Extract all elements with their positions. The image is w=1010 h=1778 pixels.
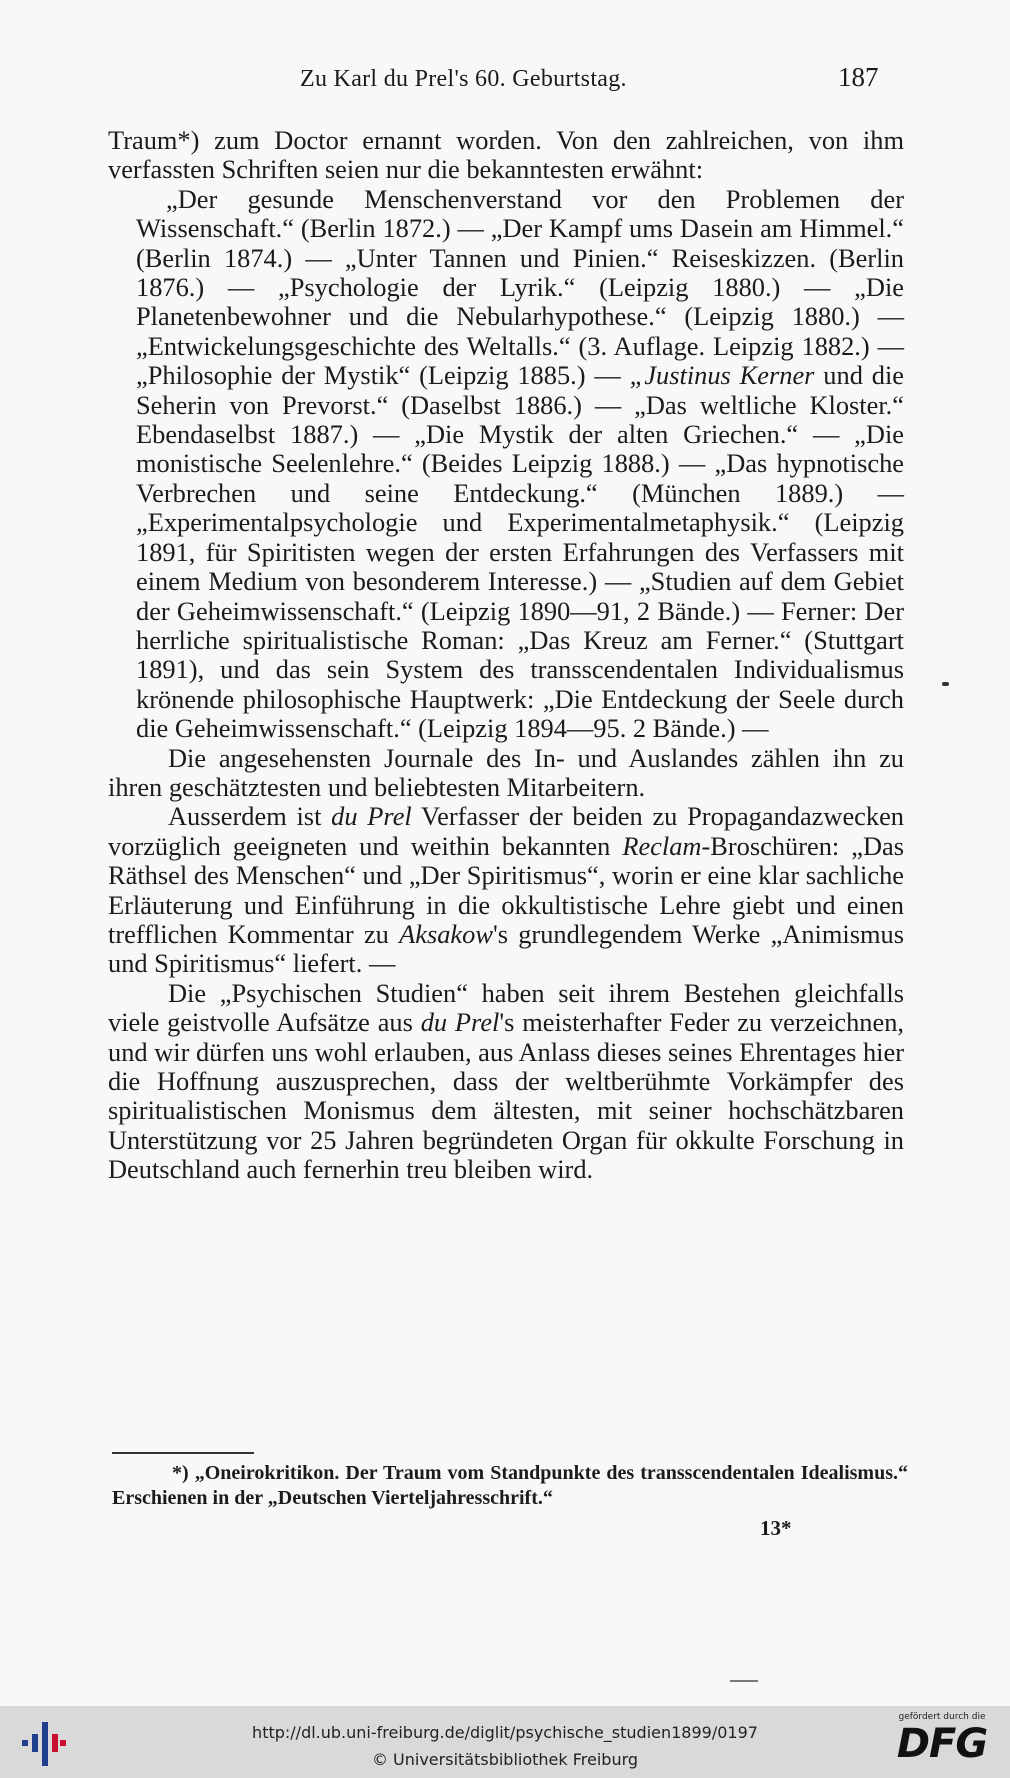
author-name-italic: du Prel: [331, 801, 412, 832]
paragraph-psychische-studien: [108, 979, 904, 1185]
footer-url-link[interactable]: http://dl.ub.uni-freiburg.de/diglit/psychische_studien1899/0197: [252, 1723, 758, 1742]
aksakow-italic: Aksakow: [399, 918, 493, 949]
reclam-text-d: 's grundlegendem Werke „Animismus und Spiritismus“ liefert. —: [108, 918, 905, 979]
reclam-text-a: Ausserdem ist: [168, 801, 332, 832]
reclam-text-c: -Broschüren: „Das Räthsel des Menschen“ und „Der Spiritismus“, worin er eine klar sachliche Erläuterung und Einführung in die okkultistische Lehre giebt und einen trefflichen Kommentar zu: [108, 830, 904, 949]
footer-copyright: © Universitätsbibliothek Freiburg: [371, 1750, 639, 1769]
dfg-logo-block: [886, 1710, 998, 1776]
bibliography-part-2: und die Seherin von Prevorst.“ (Daselbst 1886.) — „Das weltliche Kloster.“ Ebendaselbst 1887.) — „Die Mystik der alten Griechen.“ — „Die monistische Seelenlehre.“ (Beides Leipzig 1888.) — „Das hypnotische Verbrechen und seine Entdeckung.“ (München 1889.) — „Experimentalpsychologie und Experimentalmetaphysik.“ (Leipzig 1891, für Spiritisten wegen der ersten Erfahrungen des Verfassers mit einem Medium von besonderem Interesse.) — „Studien auf dem Gebiet der Geheimwissenschaft.“ (Leipzig 1890—91, 2 Bände.) — Ferner: Der herrliche spiritualistische Roman: „Das Kreuz am Ferner.“ (Stuttgart 1891), und das sein System des transscendentalen Individualismus krönende philosophische Hauptwerk: „Die Entdeckung der Seele durch die Geheimwissenschaft.“ (Leipzig 1894—95. 2 Bände.) —: [136, 360, 904, 744]
dfg-logo-icon: DFG: [896, 1721, 988, 1767]
reclam-text-b: Verfasser der beiden zu Propagandazwecken vorzüglich geeigneten und weithin bekannten: [108, 801, 904, 861]
dfg-caption: gefördert durch die: [898, 1712, 986, 1722]
signature-mark: 13*: [760, 1516, 792, 1540]
stray-ink-mark: [942, 682, 949, 686]
paragraph-intro: Traum*) zum Doctor ernannt worden. Von den zahlreichen, von ihm verfassten Schriften seien nur die bekanntesten erwähnt:: [108, 125, 904, 185]
paragraph-bibliography: [136, 185, 904, 744]
reclam-italic: Reclam: [622, 830, 702, 861]
bibliography-italic-title: „Justinus Kerner: [629, 360, 815, 391]
footer-bar: [0, 1706, 1010, 1778]
studien-text-a: Die „Psychischen Studien“ haben seit ihrem Bestehen gleichfalls viele geistvolle Aufsätze aus: [108, 977, 904, 1038]
bibliography-part-1: „Der gesunde Menschenverstand vor den Problemen der Wissenschaft.“ (Berlin 1872.) — „Der Kampf ums Dasein am Himmel.“ (Berlin 1874.) — „Unter Tannen und Pinien.“ Reiseskizzen. (Berlin 1876.) — „Psychologie der Lyrik.“ (Leipzig 1880.) — „Die Planetenbewohner und die Nebularhypothese.“ (Leipzig 1880.) — „Entwickelungsgeschichte des Weltalls.“ (3. Auflage. Leipzig 1882.) — „Philosophie der Mystik“ (Leipzig 1885.) —: [136, 183, 904, 391]
paragraph-journals: Die angesehensten Journale des In- und Auslandes zählen ihn zu ihren geschätztesten und beliebtesten Mitarbeitern.: [108, 742, 904, 802]
footnote-text: *) „Oneirokritikon. Der Traum vom Standpunkte des transscendentalen Idealismus.“ Erschienen in der „Deutschen Vierteljahresschrift.“: [112, 1462, 908, 1509]
footnote-divider: [112, 1452, 254, 1454]
body-text: [108, 126, 904, 1185]
studien-text-b: 's meisterhafter Feder zu verzeichnen, und wir dürfen uns wohl erlauben, aus Anlass dieses seines Ehrentages hier die Hoffnung auszusprechen, dass der weltberühmte Vorkämpfer des spiritualistischen Monismus dem ältesten, mit seiner hochschätzbaren Unterstützung vor 25 Jahren begründeten Organ für okkulte Forschung in Deutschland auch fernerhin treu bleiben wird.: [108, 1007, 905, 1185]
author-name-italic-2: du Prel: [420, 1007, 500, 1038]
stray-dash-mark: [730, 1680, 758, 1682]
page-number: 187: [838, 62, 879, 92]
running-title: Zu Karl du Prel's 60. Geburtstag.: [300, 66, 627, 92]
paragraph-reclam: [108, 802, 904, 978]
footnote: [112, 1461, 908, 1511]
